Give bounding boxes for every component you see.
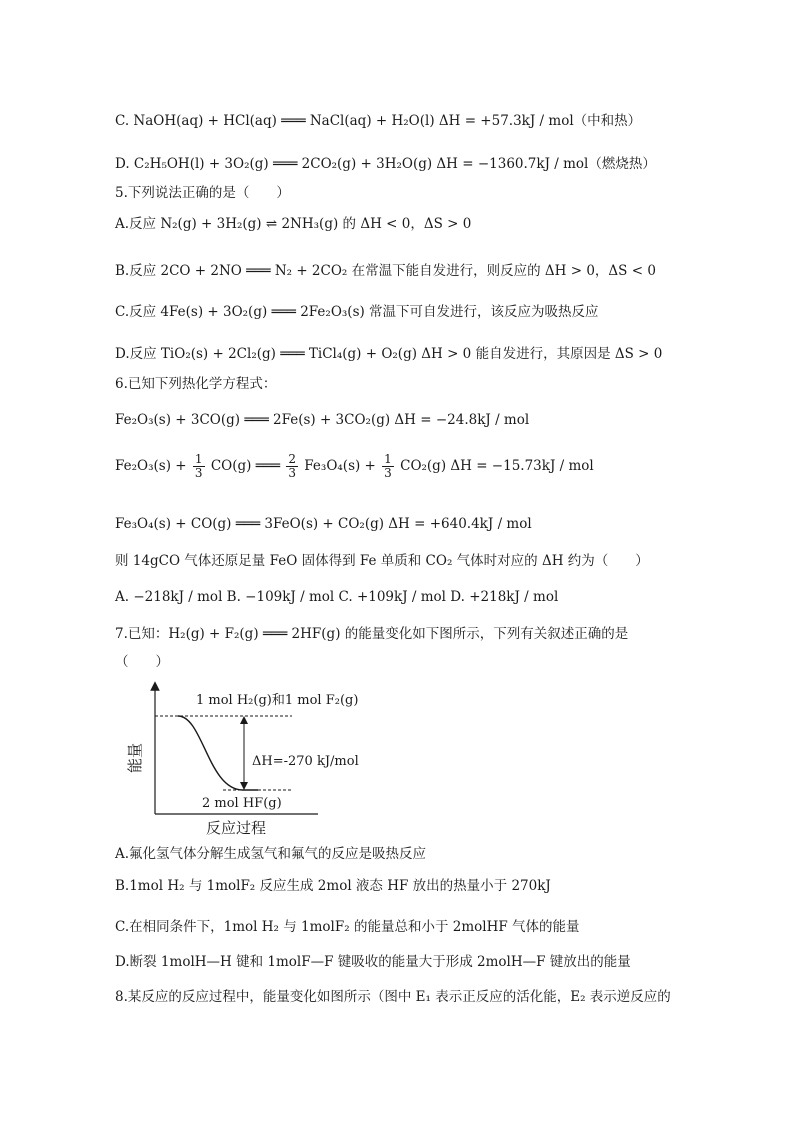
option-c-neutralization: C. NaOH(aq) + HCl(aq) ═══ NaCl(aq) + H₂O(l) ΔH = +57.3kJ / mol（中和热） bbox=[115, 113, 642, 129]
question-7-option-b: B.1mol H₂ 与 1molF₂ 反应生成 2mol 液态 HF 放出的热量小于 270kJ bbox=[115, 878, 551, 894]
x-axis-label: 反应过程 bbox=[205, 819, 267, 837]
energy-diagram bbox=[118, 680, 388, 840]
equation-3: Fe₃O₄(s) + CO(g) ═══ 3FeO(s) + CO₂(g) ΔH = +640.4kJ / mol bbox=[115, 516, 532, 532]
products-label: 2 mol HF(g) bbox=[202, 796, 282, 811]
equation-2-part-d: CO₂(g) ΔH = −15.73kJ / mol bbox=[400, 458, 594, 474]
question-5-option-c: C.反应 4Fe(s) + 3O₂(g) ═══ 2Fe₂O₃(s) 常温下可自发进行，该反应为吸热反应 bbox=[115, 304, 599, 320]
question-5-option-a: A.反应 N₂(g) + 3H₂(g) ⇌ 2NH₃(g) 的 ΔH < 0，ΔS > 0 bbox=[115, 216, 472, 232]
question-8-stem: 8.某反应的反应过程中，能量变化如图所示（图中 E₁ 表示正反应的活化能，E₂ 表示逆反应的 bbox=[115, 989, 671, 1005]
fraction-one-third: $\frac{1}{3}$ bbox=[194, 452, 203, 480]
question-5-option-b: B.反应 2CO + 2NO ═══ N₂ + 2CO₂ 在常温下能自发进行，则反应的 ΔH > 0，ΔS < 0 bbox=[115, 263, 656, 279]
question-7-stem: 7.已知：H₂(g) + F₂(g) ═══ 2HF(g) 的能量变化如下图所示，下列有关叙述正确的是 bbox=[115, 626, 629, 642]
question-7-paren: （ ） bbox=[115, 654, 169, 670]
equation-2-part-c: Fe₃O₄(s) + bbox=[304, 458, 376, 474]
question-6-options: A. −218kJ / mol B. −109kJ / mol C. +109kJ / mol D. +218kJ / mol bbox=[115, 589, 559, 605]
question-7-option-c: C.在相同条件下，1mol H₂ 与 1molF₂ 的能量总和小于 2molHF 气体的能量 bbox=[115, 919, 580, 935]
fraction-one-third-b: $\frac{1}{3}$ bbox=[384, 452, 392, 480]
question-5-stem: 5.下列说法正确的是（ ） bbox=[115, 185, 290, 201]
equation-2 bbox=[115, 451, 594, 481]
reactants-label: 1 mol H₂(g)和1 mol F₂(g) bbox=[196, 693, 359, 708]
option-d-combustion: D. C₂H₅OH(l) + 3O₂(g) ═══ 2CO₂(g) + 3H₂O(g) ΔH = −1360.7kJ / mol（燃烧热） bbox=[115, 156, 656, 172]
question-5-option-d: D.反应 TiO₂(s) + 2Cl₂(g) ═══ TiCl₄(g) + O₂(g) ΔH > 0 能自发进行，其原因是 ΔS > 0 bbox=[115, 346, 663, 362]
equation-2-part-a: Fe₂O₃(s) + bbox=[115, 458, 187, 474]
fraction-two-thirds: $\frac{2}{3}$ bbox=[288, 452, 296, 480]
question-7-option-d: D.断裂 1molH—H 键和 1molF—F 键吸收的能量大于形成 2molH—F 键放出的能量 bbox=[115, 954, 631, 970]
equation-1: Fe₂O₃(s) + 3CO(g) ═══ 2Fe(s) + 3CO₂(g) ΔH = −24.8kJ / mol bbox=[115, 412, 530, 428]
question-6-question: 则 14gCO 气体还原足量 FeO 固体得到 Fe 单质和 CO₂ 气体时对应的 ΔH 约为（ ） bbox=[115, 553, 649, 569]
y-axis-label: 能量 bbox=[126, 742, 144, 774]
equation-2-part-b: CO(g) ═══ bbox=[210, 458, 281, 474]
question-7-option-a: A.氟化氢气体分解生成氢气和氟气的反应是吸热反应 bbox=[115, 846, 427, 862]
delta-h-label: ΔH=-270 kJ/mol bbox=[252, 754, 359, 769]
question-6-stem: 6.已知下列热化学方程式： bbox=[115, 376, 277, 392]
reaction-curve bbox=[178, 716, 258, 790]
